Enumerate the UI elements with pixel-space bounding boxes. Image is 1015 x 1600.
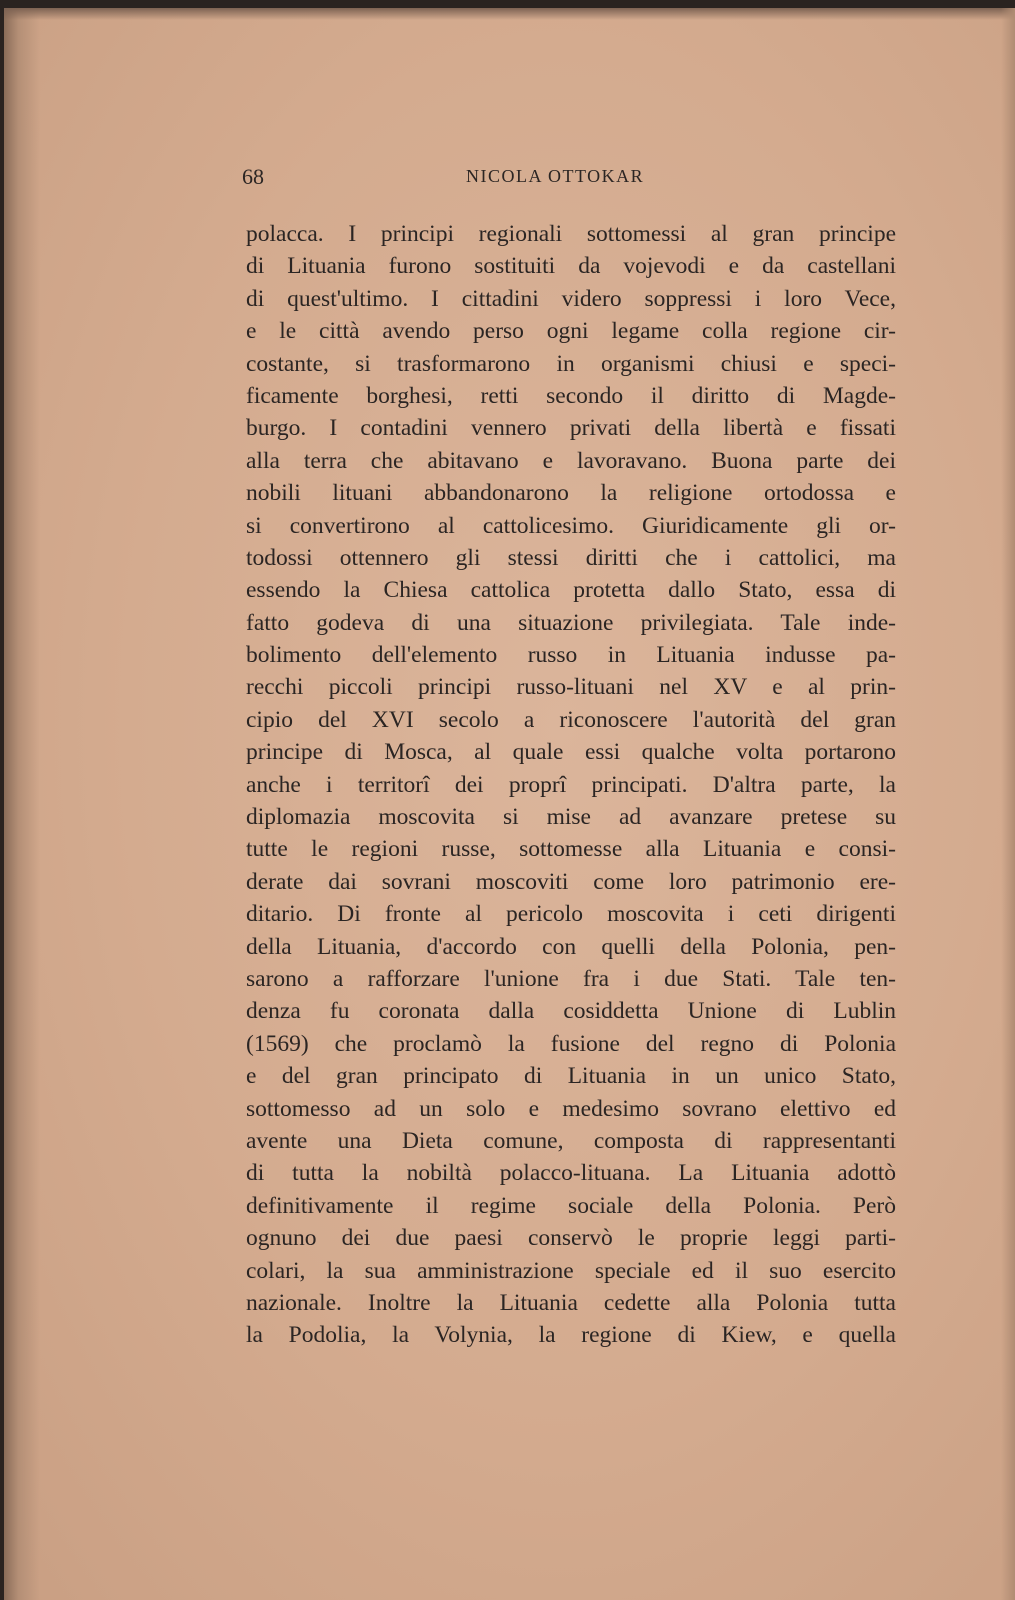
text-line: costante, si trasformarono in organismi chiusi e speci- bbox=[246, 350, 896, 377]
text-line: avente una Dieta comune, composta di rappresentanti bbox=[246, 1127, 896, 1154]
page-header bbox=[242, 164, 902, 194]
text-line: definitivamente il regime sociale della Polonia. Però bbox=[246, 1192, 896, 1219]
text-line: polacca. I principi regionali sottomessi al gran principe bbox=[246, 221, 896, 247]
text-line: la Podolia, la Volynia, la regione di Kiew, e quella bbox=[246, 1322, 896, 1349]
page-number: 68 bbox=[242, 164, 264, 189]
body-text bbox=[246, 218, 896, 1352]
text-line: di quest'ultimo. I cittadini videro soppressi i loro Vece, bbox=[246, 285, 896, 312]
text-line: si convertirono al cattolicesimo. Giuridicamente gli or- bbox=[246, 512, 896, 539]
text-line: denza fu coronata dalla cosiddetta Unione di Lublin bbox=[246, 998, 896, 1025]
text-line: e le città avendo perso ogni legame colla regione cir- bbox=[246, 318, 896, 345]
text-line: di Lituania furono sostituiti da vojevodi e da castellani bbox=[246, 253, 896, 280]
text-line: derate dai sovrani moscoviti come loro patrimonio ere- bbox=[246, 868, 896, 895]
text-line: (1569) che proclamò la fusione del regno di Polonia bbox=[246, 1030, 896, 1057]
text-line: nobili lituani abbandonarono la religione ortodossa e bbox=[246, 480, 896, 507]
text-line: principe di Mosca, al quale essi qualche volta portarono bbox=[246, 739, 896, 766]
text-line: diplomazia moscovita si mise ad avanzare pretese su bbox=[246, 804, 896, 831]
text-line: fatto godeva di una situazione privilegiata. Tale inde- bbox=[246, 609, 896, 636]
text-line: essendo la Chiesa cattolica protetta dallo Stato, essa di bbox=[246, 577, 896, 604]
text-line: colari, la sua amministrazione speciale ed il suo esercito bbox=[246, 1257, 896, 1284]
text-line: recchi piccoli principi russo-lituani nel XV e al prin- bbox=[246, 674, 896, 701]
text-line: cipio del XVI secolo a riconoscere l'autorità del gran bbox=[246, 706, 896, 733]
text-line: anche i territorî dei proprî principati. D'altra parte, la bbox=[246, 771, 896, 798]
page-edge-shadow-right bbox=[1001, 8, 1015, 1600]
text-line: ficamente borghesi, retti secondo il diritto di Magde- bbox=[246, 382, 896, 409]
page-edge-shadow-top bbox=[4, 8, 1015, 20]
text-line: todossi ottennero gli stessi diritti che i cattolici, ma bbox=[246, 544, 896, 571]
text-line: bolimento dell'elemento russo in Lituania indusse pa- bbox=[246, 642, 896, 669]
text-line: della Lituania, d'accordo con quelli della Polonia, pen- bbox=[246, 933, 896, 960]
text-line: di tutta la nobiltà polacco-lituana. La Lituania adottò bbox=[246, 1160, 896, 1187]
text-line: ditario. Di fronte al pericolo moscovita i ceti dirigenti bbox=[246, 901, 896, 928]
text-line: burgo. I contadini vennero privati della libertà e fissati bbox=[246, 415, 896, 442]
running-head: NICOLA OTTOKAR bbox=[466, 166, 645, 186]
text-line: tutte le regioni russe, sottomesse alla Lituania e consi- bbox=[246, 836, 896, 863]
text-line: sottomesso ad un solo e medesimo sovrano elettivo ed bbox=[246, 1095, 896, 1122]
text-line: nazionale. Inoltre la Lituania cedette alla Polonia tutta bbox=[246, 1289, 896, 1316]
text-line: e del gran principato di Lituania in un unico Stato, bbox=[246, 1063, 896, 1090]
text-line: sarono a rafforzare l'unione fra i due Stati. Tale ten- bbox=[246, 965, 896, 992]
text-line: alla terra che abitavano e lavoravano. Buona parte dei bbox=[246, 447, 896, 474]
page-edge-shadow-left bbox=[4, 8, 40, 1600]
text-line: ognuno dei due paesi conservò le proprie leggi parti- bbox=[246, 1225, 896, 1252]
